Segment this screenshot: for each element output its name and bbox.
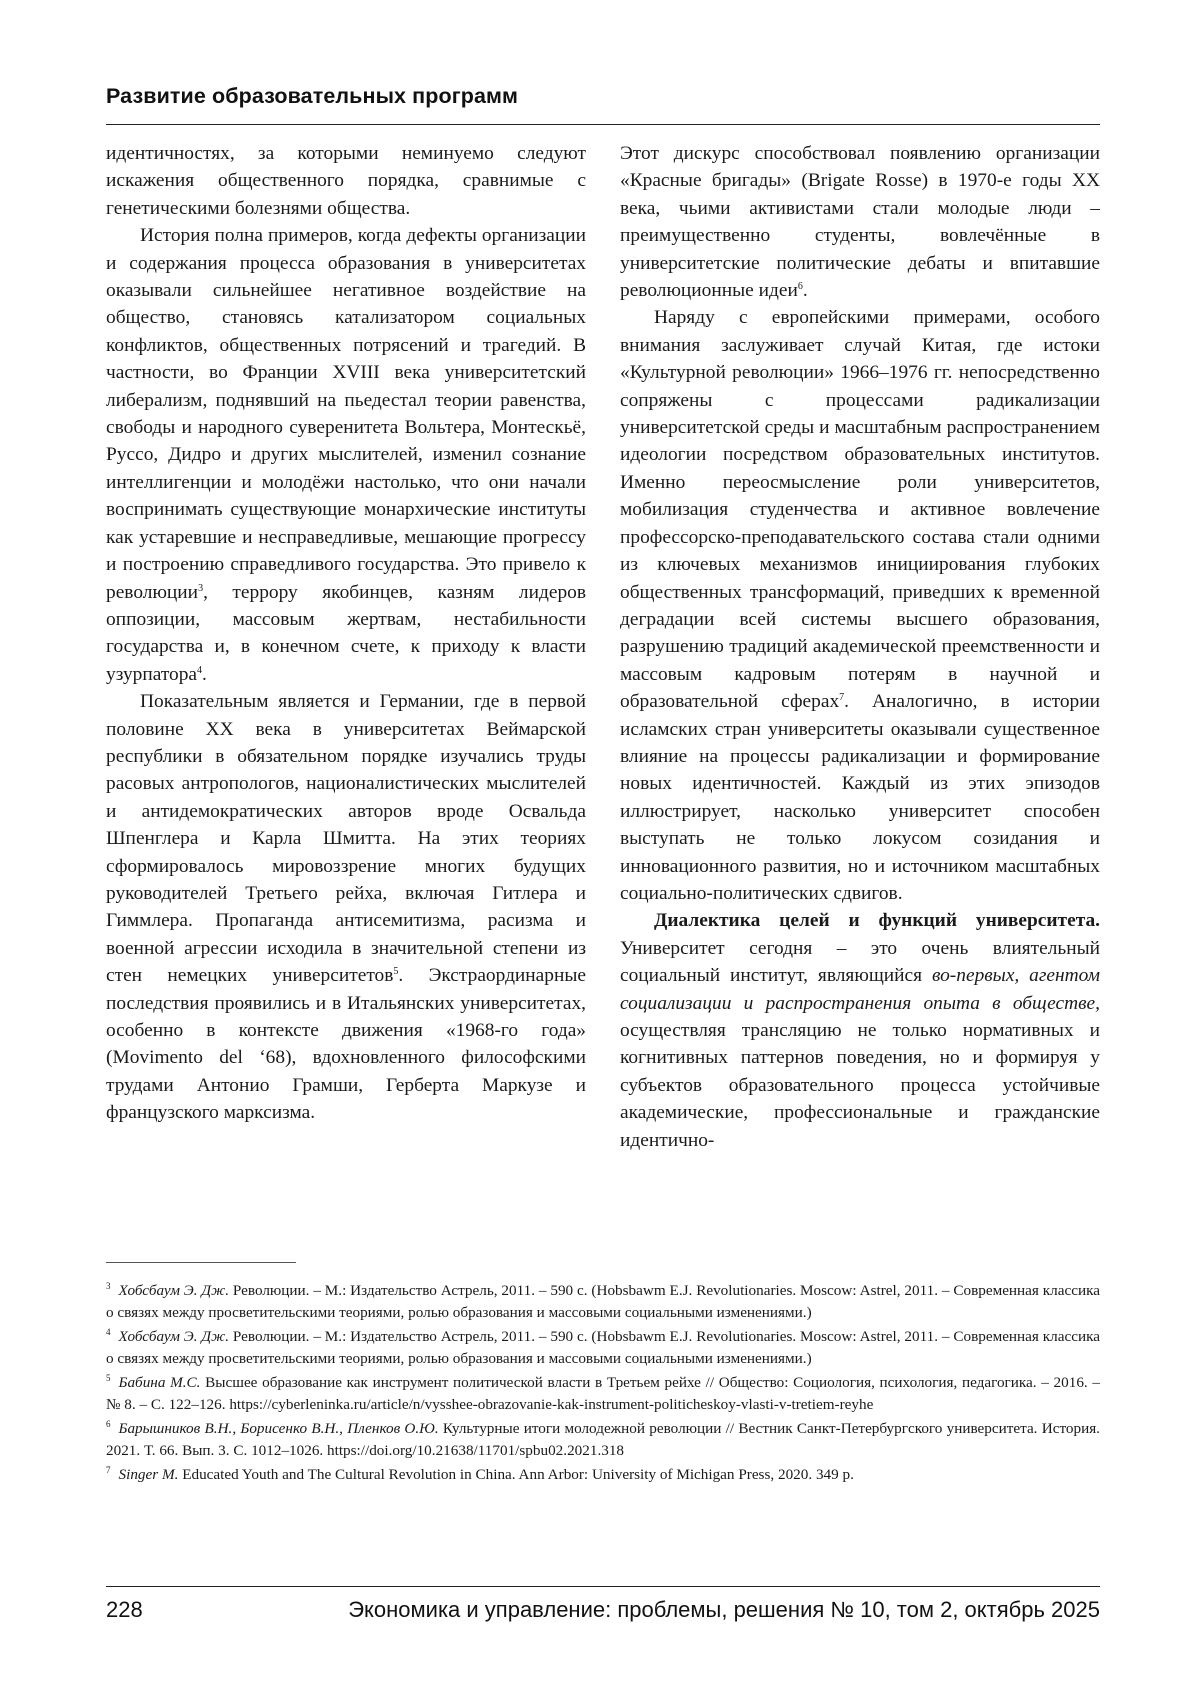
footnote-author: Барышников В.Н., Борисенко В.Н., Пленков О.Ю. <box>118 1420 439 1437</box>
paragraph <box>620 907 1100 1154</box>
paragraph-text: История полна примеров, когда дефекты организации и содержания процесса образования в университетах оказывали сильнейшее негативное воздействие на общество, становясь катализатором социальных конфликтов, общественных потрясений и трагедий. В частности, во Франции XVIII века университетский либерализм, поднявший на пьедестал теории равенства, свободы и народного суверенитета Вольтера, Монтескьё, Руссо, Дидро и других мыслителей, изменил сознание интеллигенции и молодёжи настолько, что они начали воспринимать существующие монархические институты как устаревшие и несправедливые, мешающие прогрессу и построению справедливого государства. Это привело к революции <box>106 225 586 603</box>
footnote-text: Революции. – М.: Издательство Астрель, 2011. – 590 с. (Hobsbawm E.J. Revolutionaries. Moscow: Astrel, 2011. – Современная классика о связях между просветительскими теориями, ролью образования и массовыми социальными изменениями.) <box>106 1328 1100 1367</box>
subsection-heading: Диалектика целей и функций университета. <box>654 910 1100 932</box>
footnote-ref[interactable]: 7 <box>839 692 845 704</box>
left-column <box>106 140 586 1127</box>
footnote-divider <box>106 1262 296 1263</box>
paragraph-text: Этот дискурс способствовал появлению организации «Красные бригады» (Brigate Rosse) в 1970-е годы XX века, чьими активистами стали молодые люди – преимущественно студенты, вовлечённые в университетские политические дебаты и впитавшие революционные идеи <box>620 143 1100 302</box>
paragraph-text: . <box>802 280 808 302</box>
right-column <box>620 140 1100 1154</box>
footnote-number: 4 <box>106 1327 111 1337</box>
footnotes <box>106 1280 1100 1488</box>
paragraph-text: . Аналогично, в истории исламских стран университеты оказывали существенное влияние на процессы радикализации и формирование новых идентичностей. Каждый из этих эпизодов иллюстрирует, насколько университет способен выступать не только локусом созидания и инновационного развития, но и источником масштабных социально-политических сдвигов. <box>620 691 1100 904</box>
paragraph-text: Показательным является и Германии, где в первой половине XX века в университетах Веймарской республики в обязательном порядке изучались труды расовых антропологов, националистических мыслителей и антидемократических авторов вроде Освальда Шпенглера и Карла Шмитта. На этих теориях сформировалось мировоззрение многих будущих руководителей Третьего рейха, включая Гитлера и Гиммлера. Пропаганда антисемитизма, расизма и военной агрессии исходила в значительной степени из стен немецких университетов <box>106 691 586 987</box>
footnote-number: 6 <box>106 1419 111 1429</box>
footnote-4 <box>106 1326 1100 1370</box>
footnote-author: Хобсбаум Э. Дж. <box>118 1282 230 1299</box>
emphasis-text: во-первых, агентом социализации и распространения опыта в обществе, <box>620 965 1100 1014</box>
footnote-number: 7 <box>106 1465 111 1475</box>
paragraph <box>620 140 1100 304</box>
journal-title: Экономика и управление: проблемы, решения № 10, том 2, октябрь 2025 <box>348 1597 1100 1622</box>
paragraph: идентичностях, за которыми неминуемо следуют искажения общественного порядка, сравнимые с генетическими болезнями общества. <box>106 143 586 219</box>
footnote-text: Educated Youth and The Cultural Revolution in China. Ann Arbor: University of Michigan Press, 2020. 349 p. <box>178 1466 854 1483</box>
paragraph-text: , террору якобинцев, казням лидеров оппозиции, массовым жертвам, нестабильности государства и, в конечном счете, к приходу к власти узурпатора <box>106 581 586 685</box>
paragraph-text: . <box>202 663 207 685</box>
footnote-7 <box>106 1464 1100 1486</box>
footnote-text[interactable]: Культурные итоги молодежной революции // Вестник Санкт-Петербургского университета. История. 2021. Т. 66. Вып. 3. С. 1012–1026. https://doi.org/10.21638/11701/spbu02.2021.318 <box>106 1420 1100 1459</box>
footnote-5 <box>106 1372 1100 1416</box>
paragraph <box>620 304 1100 907</box>
paragraph-text: . Экстраординарные последствия проявились и в Итальянских университетах, особенно в контексте движения «1968-го года» (Movimento del ‘68), вдохновленного философскими трудами Антонио Грамши, Герберта Маркузе и французского марксизма. <box>106 965 586 1124</box>
section-header: Развитие образовательных программ <box>106 84 519 108</box>
paragraph-text: осуществляя трансляцию не только нормативных и когнитивных паттернов поведения, но и формируя у субъектов образовательного процесса устойчивые академические, профессиональные и гражданские идентично- <box>620 1020 1100 1151</box>
paragraph-text: Университет сегодня – это очень влиятельный социальный институт, являющийся <box>620 937 1100 987</box>
footnote-text[interactable]: Высшее образование как инструмент политической власти в Третьем рейхе // Общество: Социология, психология, педагогика. – 2016. – № 8. – С. 122–126. https://cyberleninka.ru/article/n/vysshee-obrazovanie-kak-instrument-politicheskoy-vlasti-v-tretiem-reyhe <box>106 1374 1100 1413</box>
footnote-ref[interactable]: 3 <box>198 582 204 594</box>
footnote-text: Революции. – М.: Издательство Астрель, 2011. – 590 с. (Hobsbawm E.J. Revolutionaries. Moscow: Astrel, 2011. – Современная классика о связях между просветительскими теориями, ролью образования и массовыми социальными изменениями.) <box>106 1282 1100 1321</box>
paragraph <box>106 222 586 688</box>
footnote-number: 5 <box>106 1373 111 1383</box>
footnote-ref[interactable]: 4 <box>197 664 203 676</box>
footnote-3 <box>106 1280 1100 1324</box>
footnote-ref[interactable]: 6 <box>797 281 803 293</box>
page-number: 228 <box>106 1597 143 1622</box>
footnote-ref[interactable]: 5 <box>393 966 399 978</box>
footnote-number: 3 <box>106 1281 111 1291</box>
footnote-author: Singer M. <box>118 1466 179 1483</box>
paragraph <box>106 688 586 1127</box>
header-divider <box>106 124 1100 125</box>
footnote-author: Хобсбаум Э. Дж. <box>118 1328 230 1345</box>
footer-divider <box>106 1586 1100 1587</box>
footnote-6 <box>106 1418 1100 1462</box>
footnote-author: Бабина М.С. <box>118 1374 201 1391</box>
paragraph-text: Наряду с европейскими примерами, особого внимания заслуживает случай Китая, где истоки «Культурной революции» 1966–1976 гг. непосредственно сопряжены с процессами радикализации университетской среды и масштабным распространением идеологии посредством образовательных институтов. Именно переосмысление роли университетов, мобилизация студенчества и активное вовлечение профессорско-преподавательского состава стали одними из ключевых механизмов инициирования глубоких общественных трансформаций, приведших к временной деградации всей системы высшего образования, разрушению традиций академической преемственности и массовым кадровым потерям в научной и образовательной сферах <box>620 307 1100 713</box>
